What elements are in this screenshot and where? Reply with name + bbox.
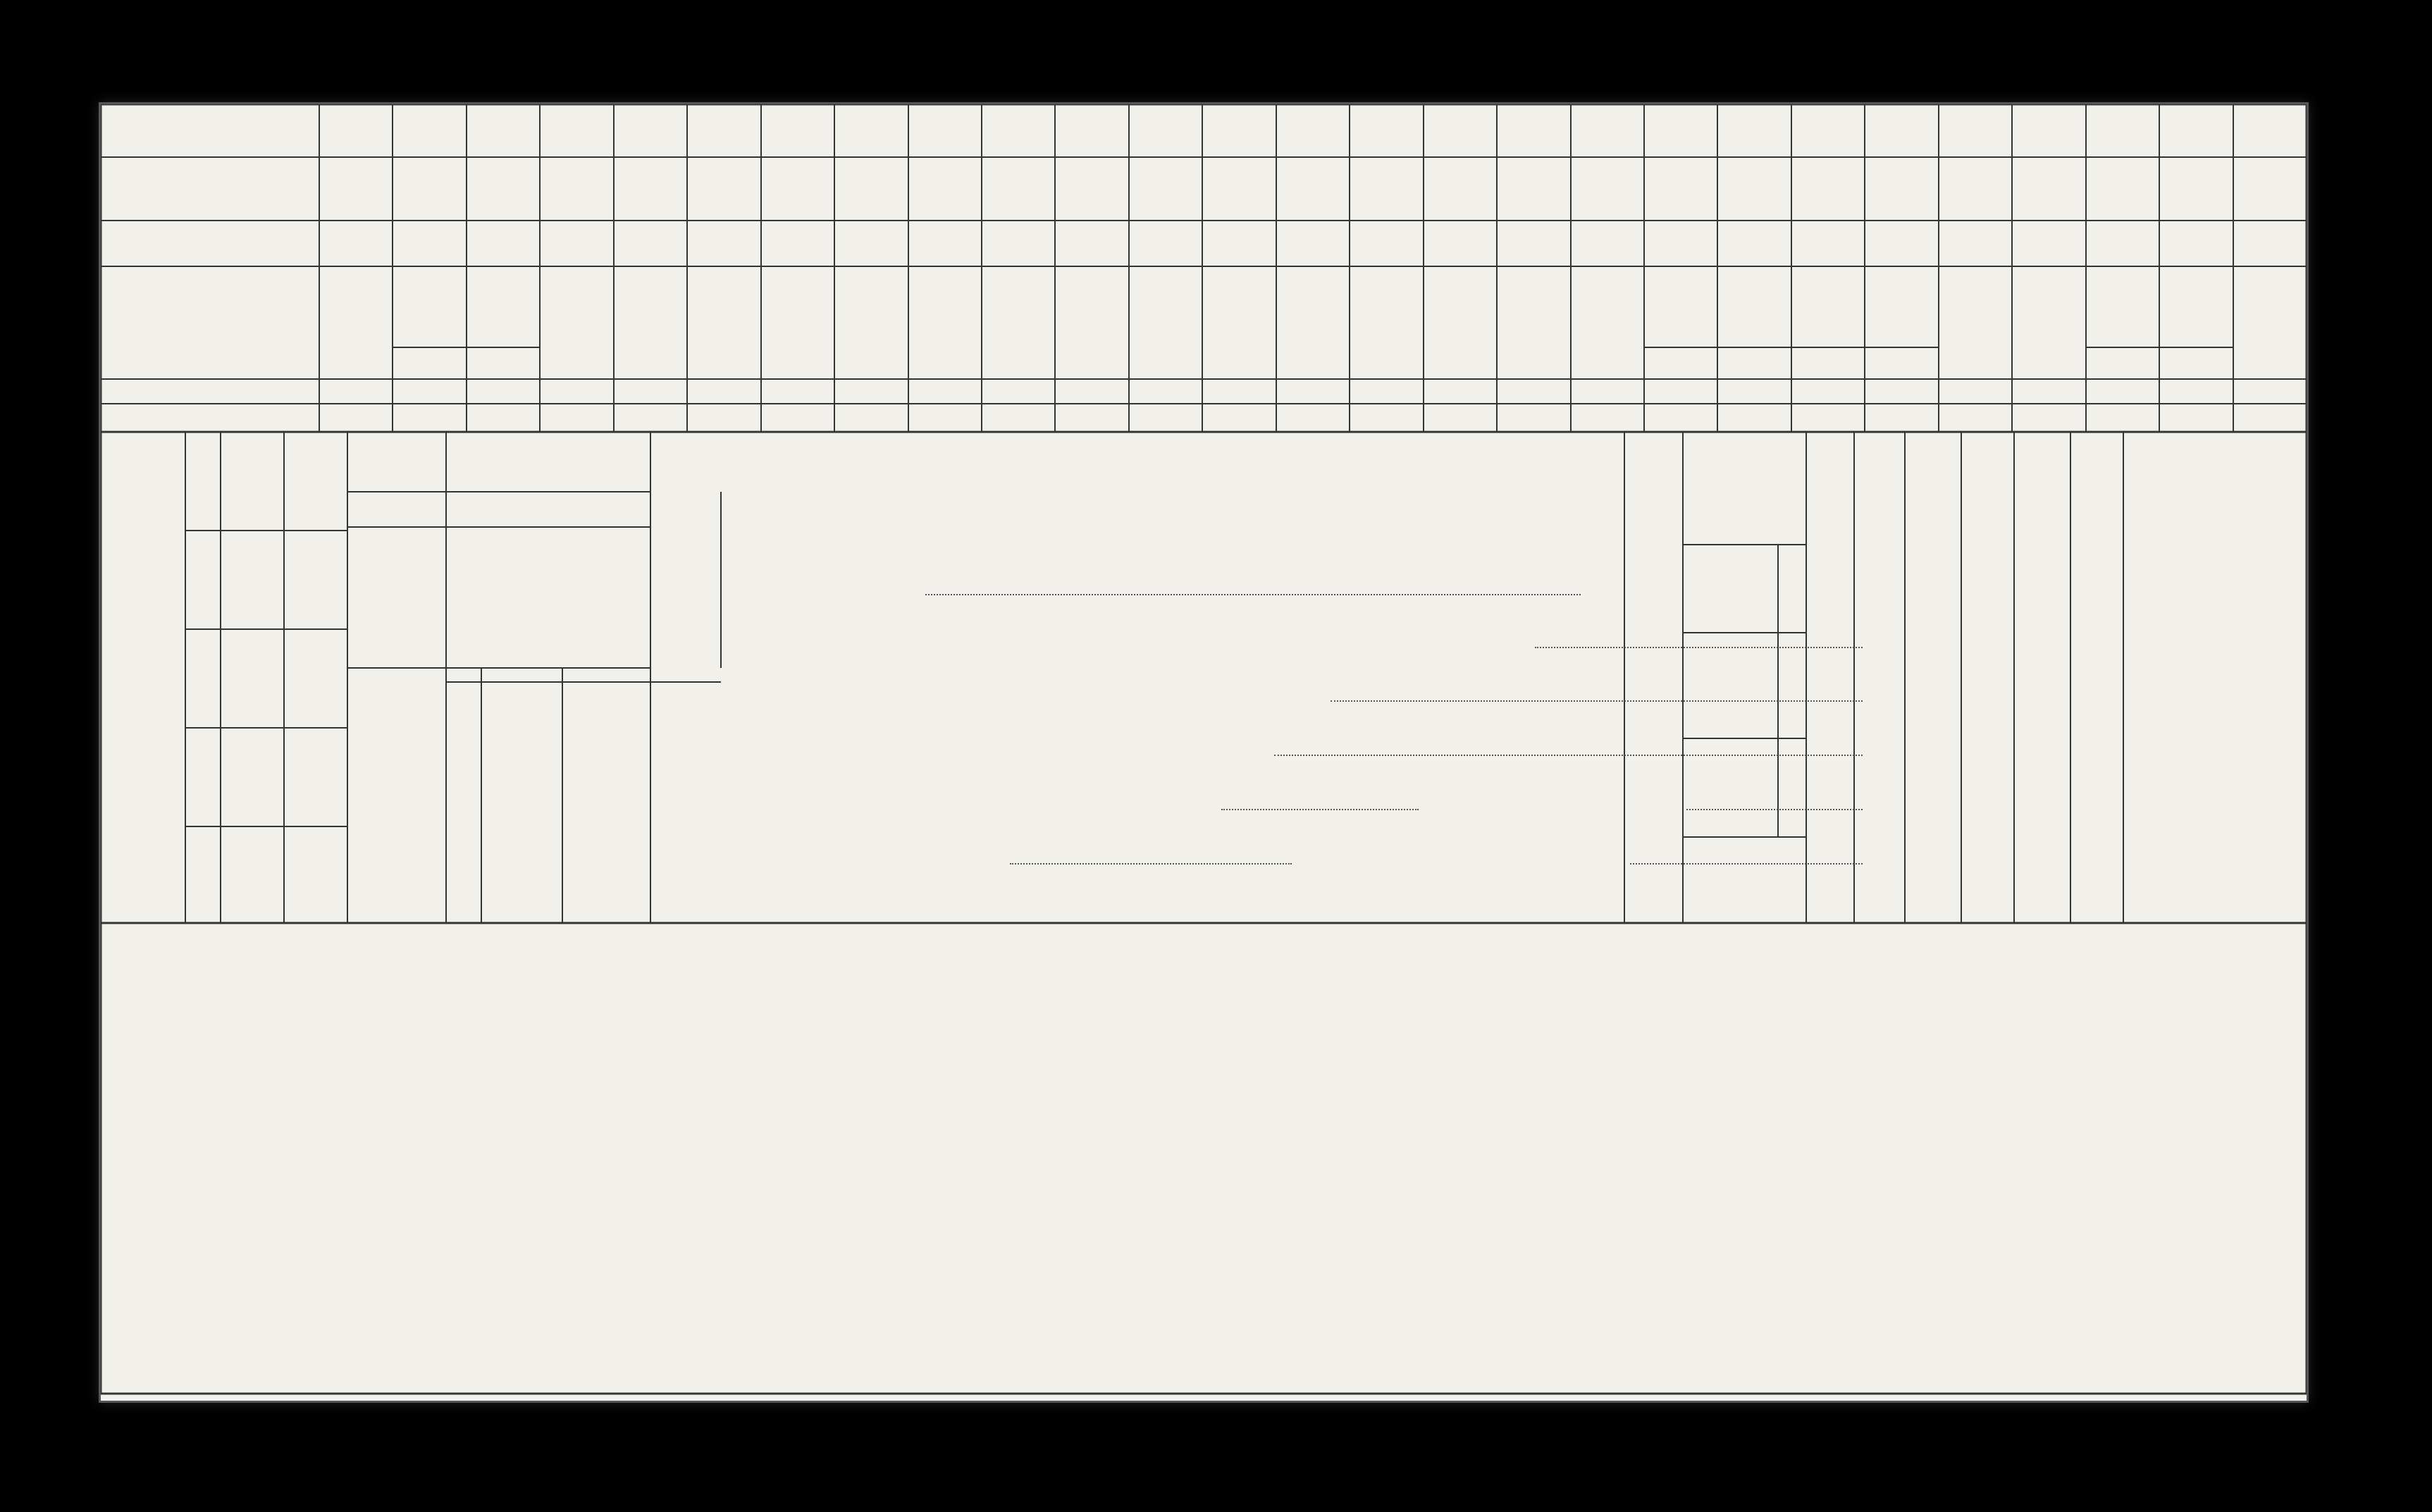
top-col-label	[1720, 273, 1789, 344]
top-col-label	[1058, 273, 1126, 344]
top-col-label	[1132, 273, 1199, 344]
top-col-label	[2162, 273, 2230, 344]
women-all	[1722, 636, 1750, 735]
top-col-label	[911, 273, 979, 344]
population-title	[1627, 450, 1679, 907]
top-col-label	[543, 273, 611, 344]
census-card	[99, 102, 2309, 1403]
top-col-label	[984, 273, 1052, 344]
top-col-label	[2015, 273, 2083, 344]
women-label	[1686, 633, 1715, 738]
workers-title	[367, 442, 434, 915]
men-label	[1686, 738, 1715, 837]
top-col-label	[1574, 273, 1641, 344]
top-col-label	[2236, 273, 2304, 344]
women-working	[1750, 548, 1778, 633]
men-working	[1750, 742, 1778, 834]
top-col-label	[1794, 273, 1862, 344]
top-col-label	[690, 273, 758, 344]
top-col-label	[764, 273, 832, 344]
men-all	[1722, 742, 1750, 834]
top-col-label	[1426, 273, 1494, 344]
top-col-label	[837, 273, 906, 344]
top-col-label	[395, 273, 464, 344]
top-col-label	[2089, 273, 2156, 344]
top-col-label	[1868, 273, 1936, 344]
top-col-label	[617, 273, 684, 344]
top-col-label	[1647, 273, 1715, 344]
top-col-label	[1279, 273, 1347, 344]
top-col-label	[1205, 273, 1273, 344]
top-col-label	[469, 273, 537, 344]
top-col-label	[1352, 273, 1421, 344]
top-col-label	[1500, 273, 1568, 344]
top-col-label	[322, 273, 390, 344]
top-col-label	[1942, 273, 2009, 344]
